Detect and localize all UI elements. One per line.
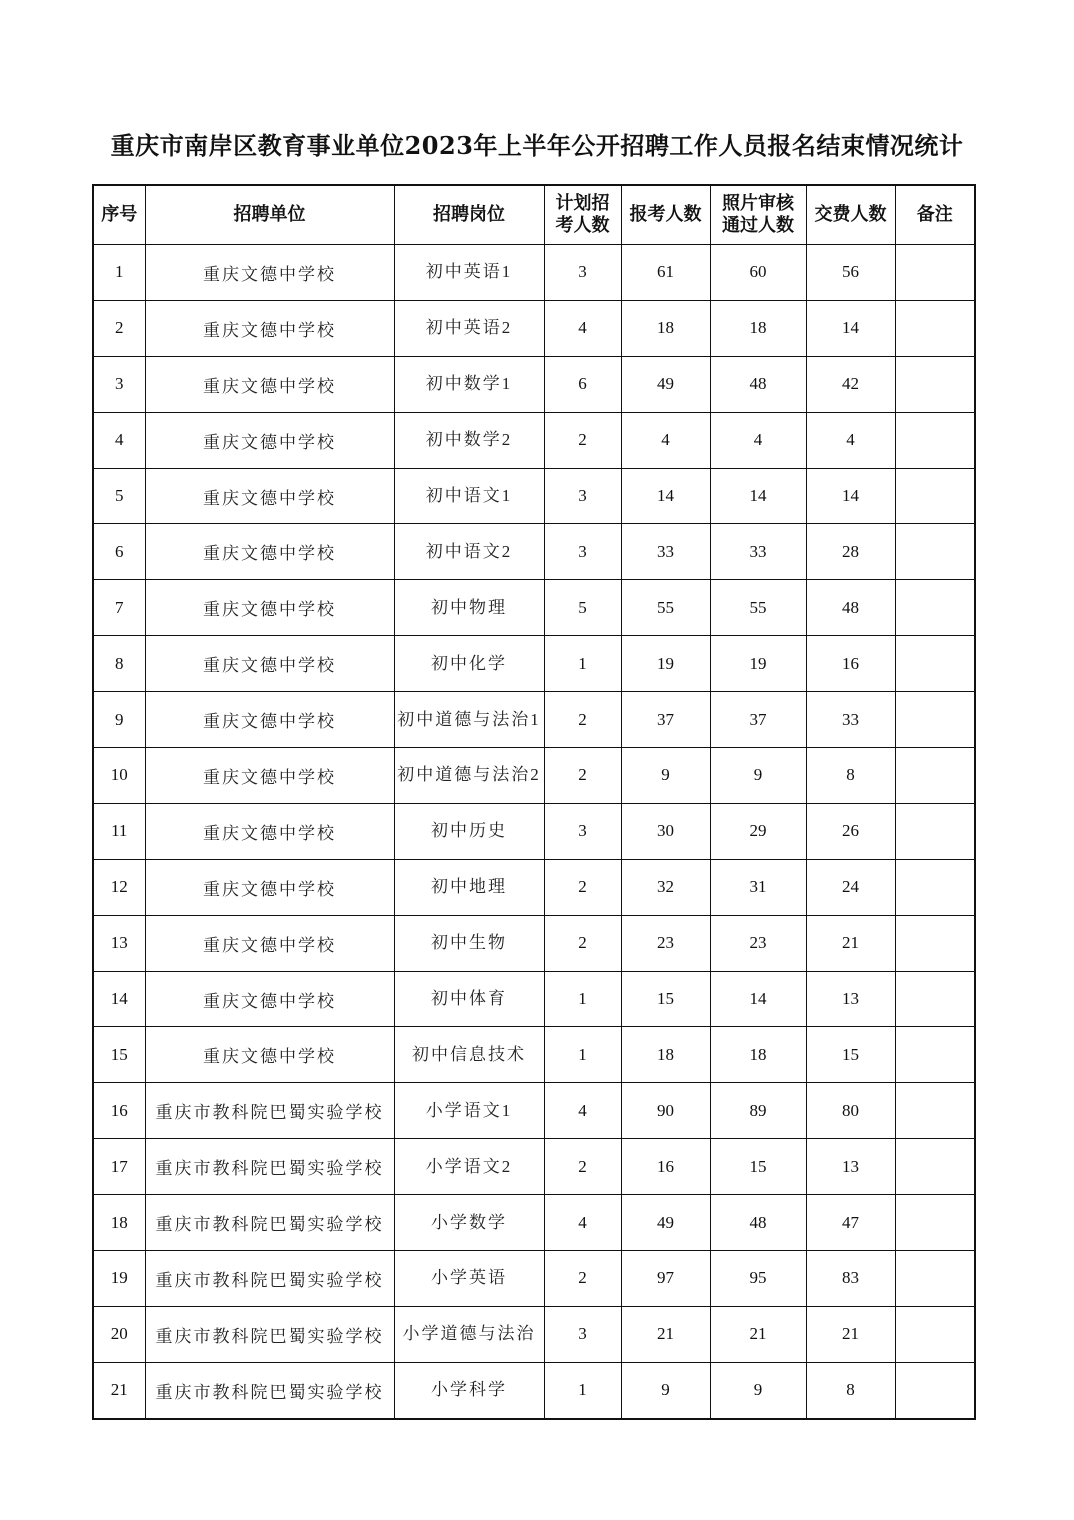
table-row <box>93 412 975 468</box>
planned-cell: 5 <box>544 580 621 636</box>
table-row <box>93 356 975 412</box>
paid-cell: 8 <box>806 748 895 804</box>
index-cell: 15 <box>93 1027 145 1083</box>
planned-cell: 6 <box>544 356 621 412</box>
index-cell: 10 <box>93 748 145 804</box>
photo-approved-cell: 95 <box>710 1251 806 1307</box>
photo-approved-cell: 31 <box>710 859 806 915</box>
unit-cell: 重庆市教科院巴蜀实验学校 <box>145 1306 394 1362</box>
applicants-cell: 19 <box>621 636 710 692</box>
index-cell: 16 <box>93 1083 145 1139</box>
index-cell: 8 <box>93 636 145 692</box>
applicants-cell: 30 <box>621 803 710 859</box>
paid-cell: 80 <box>806 1083 895 1139</box>
planned-cell: 2 <box>544 859 621 915</box>
paid-cell: 28 <box>806 524 895 580</box>
post-cell: 小学英语 <box>394 1251 544 1307</box>
applicants-cell: 97 <box>621 1251 710 1307</box>
table-row <box>93 915 975 971</box>
table-row <box>93 1195 975 1251</box>
remarks-cell <box>895 636 975 692</box>
photo-approved-cell: 21 <box>710 1306 806 1362</box>
planned-cell: 3 <box>544 1306 621 1362</box>
photo-approved-cell: 18 <box>710 300 806 356</box>
applicants-cell: 23 <box>621 915 710 971</box>
remarks-cell <box>895 971 975 1027</box>
paid-cell: 42 <box>806 356 895 412</box>
planned-cell: 2 <box>544 915 621 971</box>
planned-cell: 3 <box>544 245 621 301</box>
post-cell: 小学道德与法治 <box>394 1306 544 1362</box>
photo-approved-cell: 37 <box>710 692 806 748</box>
unit-cell: 重庆市教科院巴蜀实验学校 <box>145 1362 394 1418</box>
remarks-cell <box>895 803 975 859</box>
planned-cell: 4 <box>544 300 621 356</box>
applicants-cell: 90 <box>621 1083 710 1139</box>
photo-approved-cell: 29 <box>710 803 806 859</box>
planned-cell: 3 <box>544 803 621 859</box>
remarks-cell <box>895 748 975 804</box>
planned-cell: 3 <box>544 468 621 524</box>
photo-approved-cell: 48 <box>710 1195 806 1251</box>
paid-cell: 14 <box>806 300 895 356</box>
unit-cell: 重庆市教科院巴蜀实验学校 <box>145 1139 394 1195</box>
planned-cell: 4 <box>544 1195 621 1251</box>
header-paid: 交费人数 <box>806 185 895 245</box>
index-cell: 17 <box>93 1139 145 1195</box>
index-cell: 20 <box>93 1306 145 1362</box>
planned-cell: 1 <box>544 1362 621 1418</box>
index-cell: 19 <box>93 1251 145 1307</box>
applicants-cell: 55 <box>621 580 710 636</box>
post-cell: 初中生物 <box>394 915 544 971</box>
index-cell: 9 <box>93 692 145 748</box>
applicants-cell: 9 <box>621 1362 710 1418</box>
photo-approved-cell: 33 <box>710 524 806 580</box>
post-cell: 小学科学 <box>394 1362 544 1418</box>
unit-cell: 重庆文德中学校 <box>145 748 394 804</box>
applicants-cell: 15 <box>621 971 710 1027</box>
planned-cell: 2 <box>544 412 621 468</box>
index-cell: 2 <box>93 300 145 356</box>
paid-cell: 47 <box>806 1195 895 1251</box>
photo-approved-cell: 9 <box>710 748 806 804</box>
photo-approved-cell: 60 <box>710 245 806 301</box>
planned-cell: 2 <box>544 748 621 804</box>
applicants-cell: 18 <box>621 300 710 356</box>
unit-cell: 重庆文德中学校 <box>145 300 394 356</box>
planned-cell: 1 <box>544 1027 621 1083</box>
unit-cell: 重庆文德中学校 <box>145 1027 394 1083</box>
remarks-cell <box>895 1195 975 1251</box>
table-row <box>93 300 975 356</box>
photo-approved-cell: 14 <box>710 971 806 1027</box>
index-cell: 6 <box>93 524 145 580</box>
remarks-cell <box>895 915 975 971</box>
unit-cell: 重庆文德中学校 <box>145 524 394 580</box>
applicants-cell: 21 <box>621 1306 710 1362</box>
header-planned: 计划招 考人数 <box>544 185 621 245</box>
photo-approved-cell: 4 <box>710 412 806 468</box>
post-cell: 初中道德与法治2 <box>394 748 544 804</box>
unit-cell: 重庆文德中学校 <box>145 971 394 1027</box>
paid-cell: 8 <box>806 1362 895 1418</box>
planned-cell: 2 <box>544 1251 621 1307</box>
remarks-cell <box>895 356 975 412</box>
index-cell: 4 <box>93 412 145 468</box>
post-cell: 小学语文1 <box>394 1083 544 1139</box>
unit-cell: 重庆文德中学校 <box>145 356 394 412</box>
photo-approved-cell: 9 <box>710 1362 806 1418</box>
remarks-cell <box>895 468 975 524</box>
photo-approved-cell: 15 <box>710 1139 806 1195</box>
photo-approved-cell: 23 <box>710 915 806 971</box>
paid-cell: 13 <box>806 1139 895 1195</box>
table-row <box>93 1083 975 1139</box>
paid-cell: 4 <box>806 412 895 468</box>
header-photo-approved: 照片审核 通过人数 <box>710 185 806 245</box>
remarks-cell <box>895 1139 975 1195</box>
remarks-cell <box>895 1027 975 1083</box>
table-row <box>93 1027 975 1083</box>
paid-cell: 15 <box>806 1027 895 1083</box>
paid-cell: 56 <box>806 245 895 301</box>
header-remarks: 备注 <box>895 185 975 245</box>
remarks-cell <box>895 524 975 580</box>
post-cell: 初中数学2 <box>394 412 544 468</box>
unit-cell: 重庆文德中学校 <box>145 245 394 301</box>
paid-cell: 26 <box>806 803 895 859</box>
applicants-cell: 49 <box>621 356 710 412</box>
post-cell: 初中英语2 <box>394 300 544 356</box>
unit-cell: 重庆市教科院巴蜀实验学校 <box>145 1195 394 1251</box>
paid-cell: 21 <box>806 915 895 971</box>
index-cell: 1 <box>93 245 145 301</box>
applicants-cell: 33 <box>621 524 710 580</box>
index-cell: 14 <box>93 971 145 1027</box>
post-cell: 初中体育 <box>394 971 544 1027</box>
table-row <box>93 748 975 804</box>
post-cell: 小学语文2 <box>394 1139 544 1195</box>
planned-cell: 4 <box>544 1083 621 1139</box>
post-cell: 初中化学 <box>394 636 544 692</box>
paid-cell: 33 <box>806 692 895 748</box>
table-row <box>93 803 975 859</box>
planned-cell: 3 <box>544 524 621 580</box>
unit-cell: 重庆市教科院巴蜀实验学校 <box>145 1083 394 1139</box>
remarks-cell <box>895 580 975 636</box>
paid-cell: 16 <box>806 636 895 692</box>
post-cell: 初中信息技术 <box>394 1027 544 1083</box>
planned-cell: 1 <box>544 971 621 1027</box>
index-cell: 3 <box>93 356 145 412</box>
index-cell: 5 <box>93 468 145 524</box>
unit-cell: 重庆文德中学校 <box>145 636 394 692</box>
photo-approved-cell: 48 <box>710 356 806 412</box>
index-cell: 7 <box>93 580 145 636</box>
photo-approved-cell: 55 <box>710 580 806 636</box>
table-row <box>93 524 975 580</box>
applicants-cell: 32 <box>621 859 710 915</box>
unit-cell: 重庆文德中学校 <box>145 692 394 748</box>
table-row <box>93 245 975 301</box>
index-cell: 18 <box>93 1195 145 1251</box>
remarks-cell <box>895 1362 975 1418</box>
unit-cell: 重庆文德中学校 <box>145 412 394 468</box>
post-cell: 初中语文1 <box>394 468 544 524</box>
remarks-cell <box>895 1306 975 1362</box>
planned-cell: 1 <box>544 636 621 692</box>
recruitment-table <box>92 184 976 1420</box>
table-row <box>93 468 975 524</box>
table-row <box>93 636 975 692</box>
post-cell: 初中道德与法治1 <box>394 692 544 748</box>
remarks-cell <box>895 692 975 748</box>
post-cell: 初中数学1 <box>394 356 544 412</box>
unit-cell: 重庆市教科院巴蜀实验学校 <box>145 1251 394 1307</box>
remarks-cell <box>895 300 975 356</box>
paid-cell: 14 <box>806 468 895 524</box>
table-row <box>93 1306 975 1362</box>
page-title: 重庆市南岸区教育事业单位2023年上半年公开招聘工作人员报名结束情况统计 <box>110 131 964 160</box>
header-post: 招聘岗位 <box>394 185 544 245</box>
header-index: 序号 <box>93 185 145 245</box>
post-cell: 初中地理 <box>394 859 544 915</box>
table-row <box>93 692 975 748</box>
applicants-cell: 16 <box>621 1139 710 1195</box>
photo-approved-cell: 19 <box>710 636 806 692</box>
post-cell: 小学数学 <box>394 1195 544 1251</box>
index-cell: 13 <box>93 915 145 971</box>
table-row <box>93 1362 975 1418</box>
remarks-cell <box>895 1083 975 1139</box>
post-cell: 初中英语1 <box>394 245 544 301</box>
paid-cell: 21 <box>806 1306 895 1362</box>
table-row <box>93 859 975 915</box>
remarks-cell <box>895 859 975 915</box>
unit-cell: 重庆文德中学校 <box>145 915 394 971</box>
unit-cell: 重庆文德中学校 <box>145 803 394 859</box>
planned-cell: 2 <box>544 1139 621 1195</box>
applicants-cell: 9 <box>621 748 710 804</box>
table-header-row <box>93 185 975 245</box>
applicants-cell: 4 <box>621 412 710 468</box>
unit-cell: 重庆文德中学校 <box>145 859 394 915</box>
paid-cell: 48 <box>806 580 895 636</box>
paid-cell: 24 <box>806 859 895 915</box>
remarks-cell <box>895 1251 975 1307</box>
post-cell: 初中历史 <box>394 803 544 859</box>
post-cell: 初中语文2 <box>394 524 544 580</box>
applicants-cell: 61 <box>621 245 710 301</box>
index-cell: 11 <box>93 803 145 859</box>
table-row <box>93 1139 975 1195</box>
unit-cell: 重庆文德中学校 <box>145 580 394 636</box>
header-applicants: 报考人数 <box>621 185 710 245</box>
planned-cell: 2 <box>544 692 621 748</box>
table-row <box>93 1251 975 1307</box>
photo-approved-cell: 14 <box>710 468 806 524</box>
applicants-cell: 18 <box>621 1027 710 1083</box>
table-body <box>93 245 975 1419</box>
index-cell: 21 <box>93 1362 145 1418</box>
applicants-cell: 37 <box>621 692 710 748</box>
post-cell: 初中物理 <box>394 580 544 636</box>
paid-cell: 83 <box>806 1251 895 1307</box>
photo-approved-cell: 18 <box>710 1027 806 1083</box>
unit-cell: 重庆文德中学校 <box>145 468 394 524</box>
table-row <box>93 971 975 1027</box>
photo-approved-cell: 89 <box>710 1083 806 1139</box>
index-cell: 12 <box>93 859 145 915</box>
remarks-cell <box>895 412 975 468</box>
table-row <box>93 580 975 636</box>
header-unit: 招聘单位 <box>145 185 394 245</box>
applicants-cell: 14 <box>621 468 710 524</box>
paid-cell: 13 <box>806 971 895 1027</box>
remarks-cell <box>895 245 975 301</box>
applicants-cell: 49 <box>621 1195 710 1251</box>
